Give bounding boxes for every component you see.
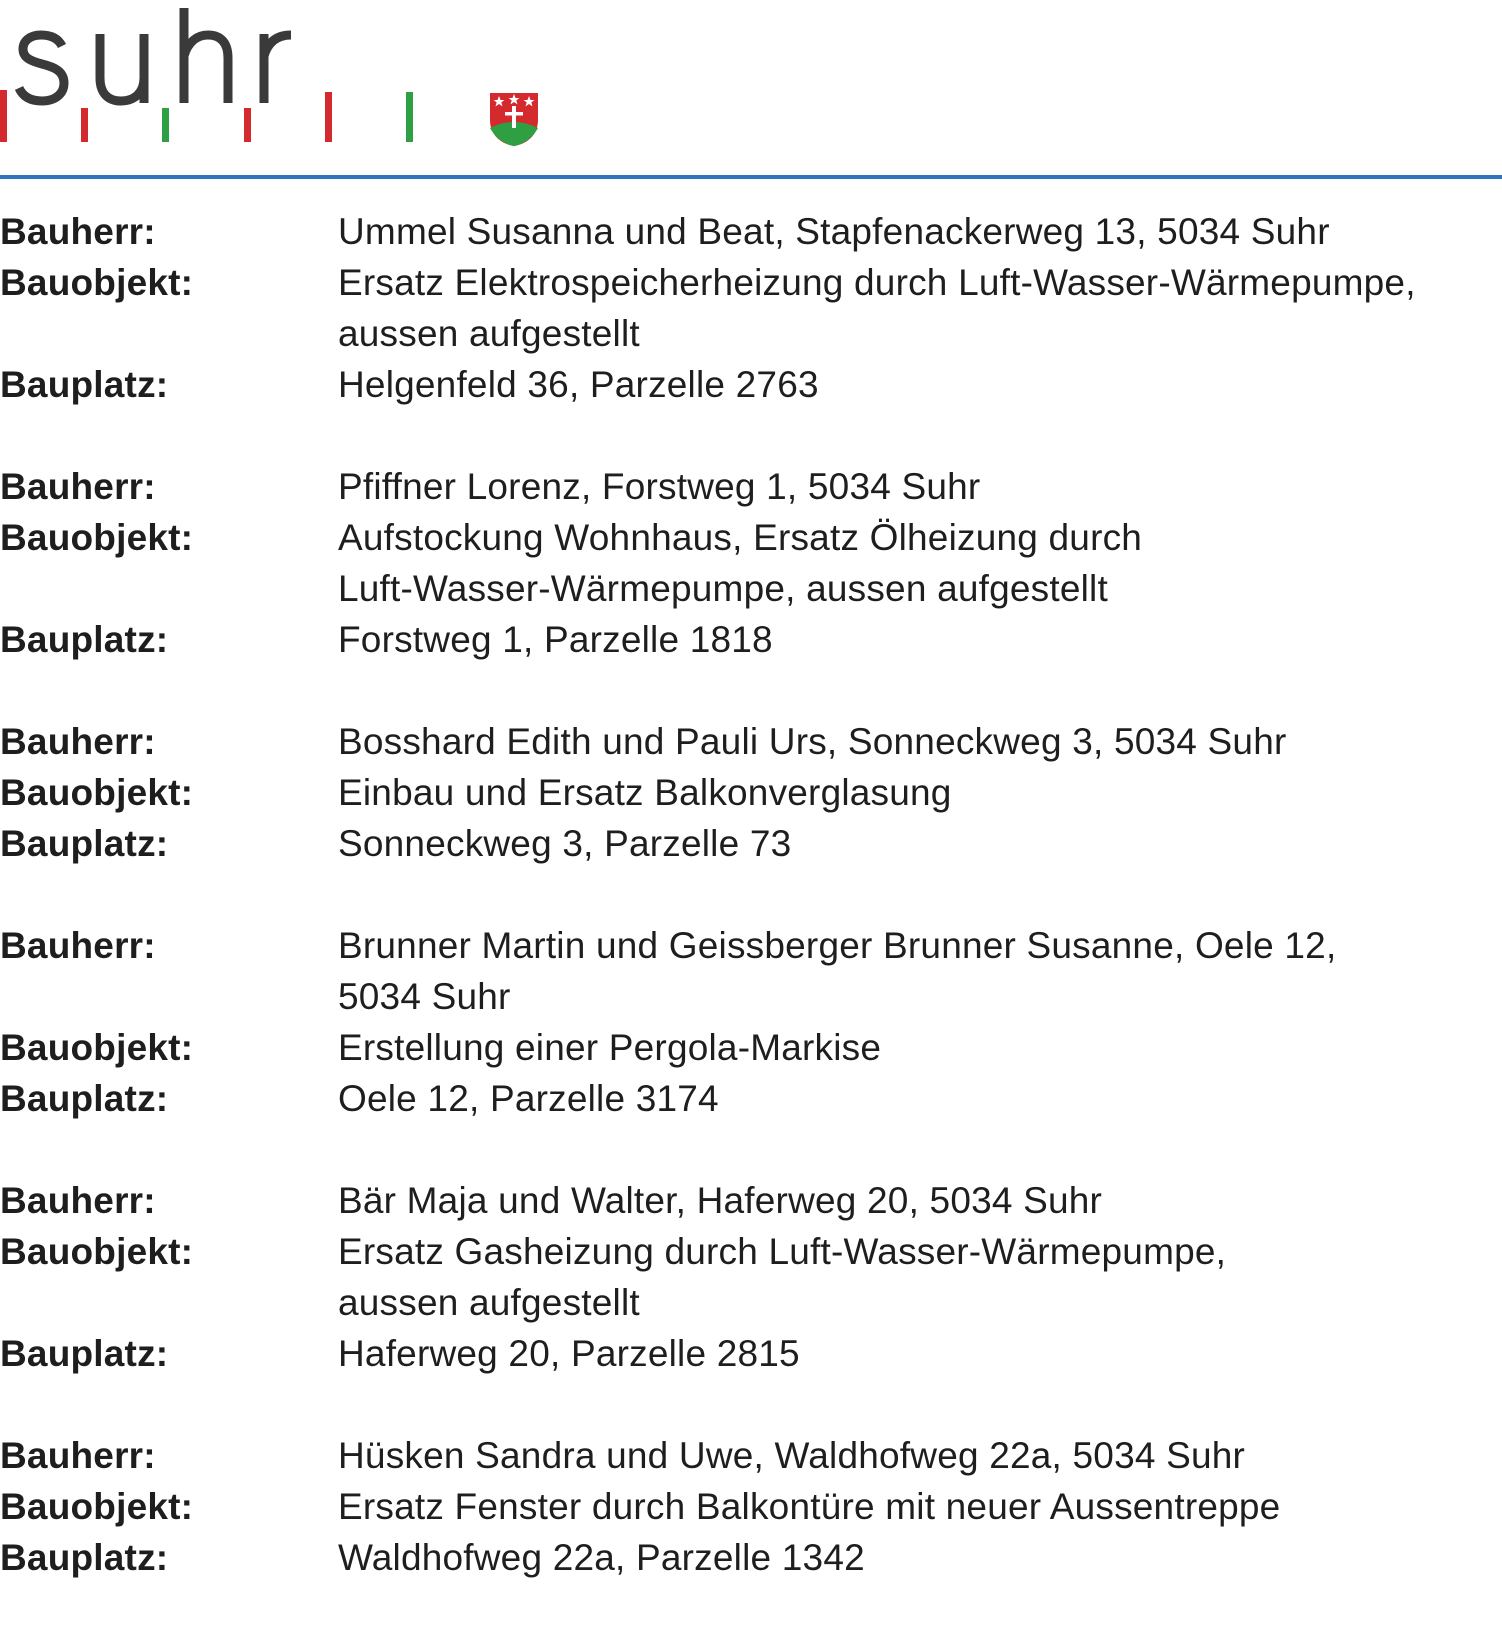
bauplatz-value — [338, 614, 1502, 665]
bauobjekt-row — [0, 1481, 1502, 1532]
page-header — [0, 0, 1502, 180]
bauplatz-value-line: Forstweg 1, Parzelle 1818 — [338, 619, 773, 660]
bauplatz-value-line: Waldhofweg 22a, Parzelle 1342 — [338, 1537, 865, 1578]
bauobjekt-row — [0, 767, 1502, 818]
bauobjekt-row — [0, 512, 1502, 614]
bauobjekt-value — [338, 1481, 1502, 1532]
bauplatz-row — [0, 614, 1502, 665]
bauplatz-value — [338, 359, 1502, 410]
bauherr-value — [338, 206, 1502, 257]
bauplatz-label: Bauplatz: — [0, 823, 169, 864]
bauherr-value — [338, 716, 1502, 767]
bauobjekt-label: Bauobjekt: — [0, 1486, 194, 1527]
bauobjekt-label: Bauobjekt: — [0, 262, 194, 303]
bauherr-label: Bauherr: — [0, 1180, 156, 1221]
bauplatz-row — [0, 1328, 1502, 1379]
application-entry — [0, 1175, 1502, 1379]
bauherr-value — [338, 461, 1502, 512]
bauplatz-value — [338, 818, 1502, 869]
bauherr-label: Bauherr: — [0, 1435, 156, 1476]
bauobjekt-row — [0, 1022, 1502, 1073]
bauobjekt-value — [338, 257, 1502, 359]
bauobjekt-label: Bauobjekt: — [0, 1027, 194, 1068]
bauobjekt-row — [0, 257, 1502, 359]
bauplatz-row — [0, 1532, 1502, 1583]
bauobjekt-value-line: Erstellung einer Pergola-Markise — [338, 1027, 882, 1068]
application-entry — [0, 1430, 1502, 1583]
bauherr-row — [0, 1175, 1502, 1226]
logo-tick-green — [406, 92, 413, 142]
application-entry — [0, 920, 1502, 1124]
bauobjekt-row — [0, 1226, 1502, 1328]
suhr-logo — [0, 0, 560, 160]
bauplatz-value — [338, 1328, 1502, 1379]
application-entry — [0, 206, 1502, 410]
logo-tick-red — [81, 108, 88, 142]
bauplatz-label: Bauplatz: — [0, 1333, 169, 1374]
bauplatz-value-line: Sonneckweg 3, Parzelle 73 — [338, 823, 792, 864]
logo-tick-red — [0, 90, 7, 142]
bauobjekt-value-line: Ersatz Fenster durch Balkontüre mit neuer Aussentreppe — [338, 1486, 1281, 1527]
bauherr-label: Bauherr: — [0, 211, 156, 252]
building-applications-list — [0, 206, 1502, 1634]
bauplatz-row — [0, 359, 1502, 410]
bauobjekt-value-line: Ersatz Elektrospeicherheizung durch Luft-Wasser-Wärmepumpe, — [338, 262, 1416, 303]
bauplatz-label: Bauplatz: — [0, 364, 169, 405]
bauplatz-row — [0, 1073, 1502, 1124]
bauobjekt-label: Bauobjekt: — [0, 517, 194, 558]
logo-tick-red — [325, 92, 332, 142]
bauherr-row — [0, 716, 1502, 767]
bauherr-label: Bauherr: — [0, 721, 156, 762]
bauplatz-row — [0, 818, 1502, 869]
bauherr-row — [0, 920, 1502, 1022]
bauobjekt-value-line: aussen aufgestellt — [338, 1282, 640, 1323]
bauplatz-label: Bauplatz: — [0, 1078, 169, 1119]
bauobjekt-value-line: aussen aufgestellt — [338, 313, 640, 354]
bauplatz-label: Bauplatz: — [0, 1537, 169, 1578]
bauplatz-value-line: Oele 12, Parzelle 3174 — [338, 1078, 719, 1119]
bauobjekt-value — [338, 1022, 1502, 1073]
bauherr-value — [338, 1175, 1502, 1226]
bauherr-row — [0, 461, 1502, 512]
bauobjekt-value — [338, 767, 1502, 818]
bauplatz-value — [338, 1073, 1502, 1124]
logo-tick-green — [162, 108, 169, 142]
bauobjekt-label: Bauobjekt: — [0, 772, 194, 813]
application-entry — [0, 461, 1502, 665]
bauplatz-value-line: Haferweg 20, Parzelle 2815 — [338, 1333, 800, 1374]
logo-tick-red — [244, 108, 251, 142]
bauherr-value-line: Bär Maja und Walter, Haferweg 20, 5034 Suhr — [338, 1180, 1103, 1221]
bauherr-label: Bauherr: — [0, 925, 156, 966]
bauherr-row — [0, 1430, 1502, 1481]
bauplatz-value-line: Helgenfeld 36, Parzelle 2763 — [338, 364, 819, 405]
bauherr-value-line: 5034 Suhr — [338, 976, 511, 1017]
bauherr-value-line: Ummel Susanna und Beat, Stapfenackerweg 13, 5034 Suhr — [338, 211, 1330, 252]
header-rule — [0, 175, 1502, 179]
bauherr-row — [0, 206, 1502, 257]
bauherr-label: Bauherr: — [0, 466, 156, 507]
bauobjekt-label: Bauobjekt: — [0, 1231, 194, 1272]
bauherr-value — [338, 1430, 1502, 1481]
bauherr-value-line: Hüsken Sandra und Uwe, Waldhofweg 22a, 5034 Suhr — [338, 1435, 1246, 1476]
bauherr-value-line: Bosshard Edith und Pauli Urs, Sonneckweg 3, 5034 Suhr — [338, 721, 1287, 762]
bauobjekt-value-line: Ersatz Gasheizung durch Luft-Wasser-Wärmepumpe, — [338, 1231, 1227, 1272]
bauherr-value-line: Brunner Martin und Geissberger Brunner Susanne, Oele 12, — [338, 925, 1337, 966]
bauobjekt-value-line: Luft-Wasser-Wärmepumpe, aussen aufgestellt — [338, 568, 1108, 609]
bauobjekt-value-line: Aufstockung Wohnhaus, Ersatz Ölheizung durch — [338, 517, 1143, 558]
bauplatz-value — [338, 1532, 1502, 1583]
bauplatz-label: Bauplatz: — [0, 619, 169, 660]
bauherr-value — [338, 920, 1502, 1022]
bauherr-value-line: Pfiffner Lorenz, Forstweg 1, 5034 Suhr — [338, 466, 981, 507]
suhr-logo-wordmark — [19, 8, 291, 103]
bauobjekt-value — [338, 1226, 1502, 1328]
coat-of-arms-icon — [490, 93, 538, 146]
bauobjekt-value-line: Einbau und Ersatz Balkonverglasung — [338, 772, 952, 813]
bauobjekt-value — [338, 512, 1502, 614]
application-entry — [0, 716, 1502, 869]
